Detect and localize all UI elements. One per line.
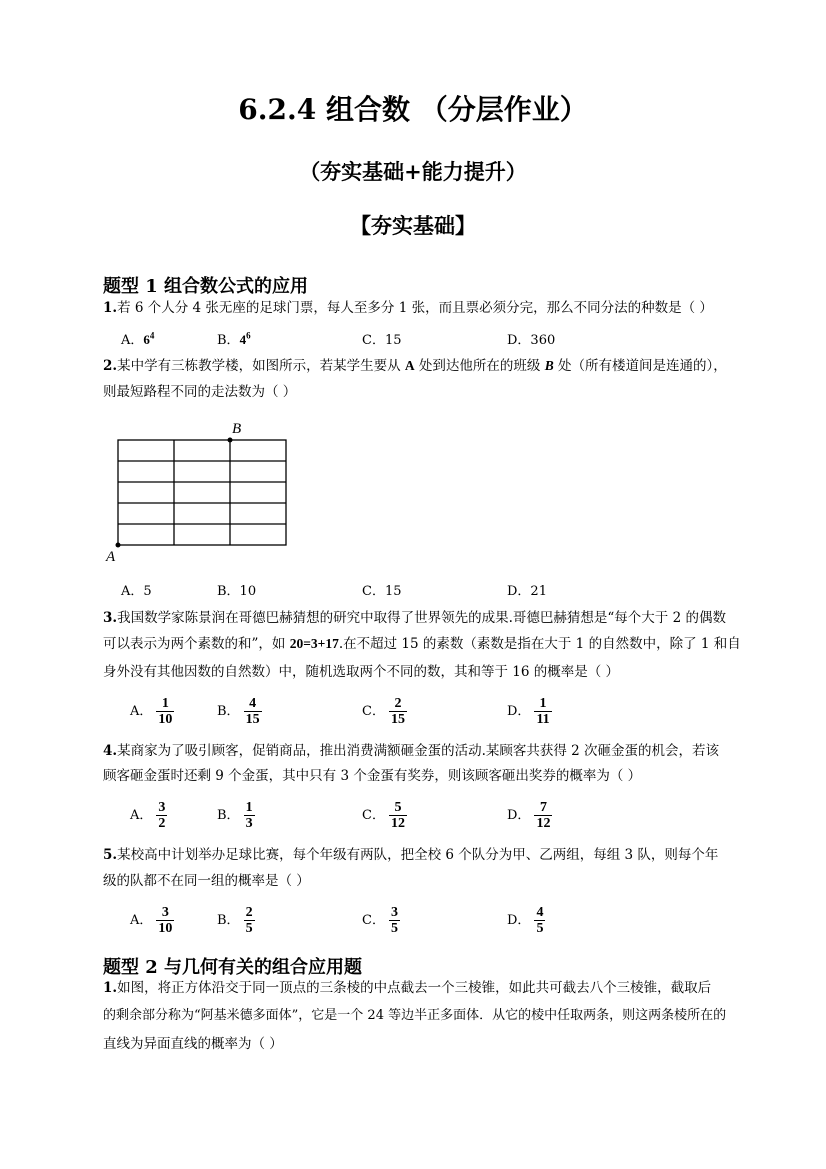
type2-heading: 题型 2 与几何有关的组合应用题: [103, 957, 363, 978]
q2-option-c: C．15: [362, 584, 402, 599]
q3-option-c: C． $\frac{2}{15}$: [362, 696, 405, 727]
q5-option-c: C． $\frac{3}{5}$: [362, 905, 398, 936]
grid-label-b: B: [232, 421, 242, 437]
question-3-line1: 3.我国数学家陈景润在哥德巴赫猜想的研究中取得了世界领先的成果.哥德巴赫猜想是“每个大于 2 的偶数: [103, 610, 726, 626]
type1-heading: 题型 1 组合数公式的应用: [103, 276, 309, 297]
street-grid-lines: [118, 440, 286, 545]
question-2-line1: 2.某中学有三栋教学楼，如图所示，若某学生要从 A 处到达他所在的班级 B 处（所有楼道间是连通的），: [103, 358, 727, 374]
question-1: 1.若 6 个人分 4 张无座的足球门票，每人至多分 1 张，而且票必须分完，那么不同分法的种数是（ ）: [103, 300, 713, 316]
type2-question-1-line2: 的剩余部分称为“阿基米德多面体”，它是一个 24 等边半正多面体．从它的棱中任取两条，则这两条棱所在的: [103, 1008, 727, 1023]
q4-option-a: A． $\frac{3}{2}$: [130, 800, 166, 831]
q4-option-b: B． $\frac{1}{3}$: [217, 800, 253, 831]
page-subtitle: （夯实基础+能力提升）: [299, 159, 527, 184]
q3-option-a: A． $\frac{1}{10}$: [130, 696, 173, 727]
page-title: 6.2.4 组合数 （分层作业）: [238, 93, 588, 126]
q1-option-d: D．360: [507, 333, 556, 348]
point-b-dot: [228, 438, 233, 443]
section-heading: 【夯实基础】: [350, 213, 476, 238]
type2-question-1-line3: 直线为异面直线的概率为（ ）: [103, 1036, 283, 1052]
question-5-line1: 5.某校高中计划举办足球比赛，每个年级有两队，把全校 6 个队分为甲、乙两组，每组 3 队，则每个年: [103, 847, 719, 863]
q5-option-b: B． $\frac{2}{5}$: [217, 905, 253, 936]
q2-option-a: A．5: [121, 584, 152, 599]
q1-option-c: C．15: [362, 333, 402, 348]
question-3-line3: 身外没有其他因数的自然数）中，随机选取两个不同的数，其和等于 16 的概率是（ ）: [103, 664, 620, 680]
q3-option-b: B． $\frac{4}{15}$: [217, 696, 260, 727]
q3-option-d: D． $\frac{1}{11}$: [507, 696, 550, 727]
q1-option-a: A．$6^4$: [121, 330, 155, 348]
question-5-line2: 级的队都不在同一组的概率是（ ）: [103, 873, 310, 889]
q2-option-d: D．21: [507, 584, 547, 599]
street-grid-figure: [100, 415, 300, 565]
q4-option-d: D． $\frac{7}{12}$: [507, 800, 551, 831]
q4-option-c: C． $\frac{5}{12}$: [362, 800, 405, 831]
question-3-line2: 可以表示为两个素数的和”，如 20=3+17.在不超过 15 的素数（素数是指在大于 1 的自然数中，除了 1 和自: [103, 636, 741, 652]
question-4-line2: 顾客砸金蛋时还剩 9 个金蛋，其中只有 3 个金蛋有奖券，则该顾客砸出奖券的概率为（ ）: [103, 768, 642, 784]
q5-option-d: D． $\frac{4}{5}$: [507, 905, 544, 936]
q1-option-b: B．$4^6$: [217, 330, 251, 348]
q5-option-a: A． $\frac{3}{10}$: [130, 905, 173, 936]
grid-label-a: A: [106, 549, 116, 565]
point-a-dot: [116, 543, 121, 548]
q2-option-b: B．10: [217, 584, 257, 599]
question-4-line1: 4.某商家为了吸引顾客，促销商品，推出消费满额砸金蛋的活动.某顾客共获得 2 次砸金蛋的机会，若该: [103, 743, 720, 759]
question-2-line2: 则最短路程不同的走法数为（ ）: [103, 384, 297, 400]
type2-question-1-line1: 1.如图，将正方体沿交于同一顶点的三条棱的中点截去一个三棱锥，如此共可截去八个三棱锥，截取后: [103, 980, 712, 996]
